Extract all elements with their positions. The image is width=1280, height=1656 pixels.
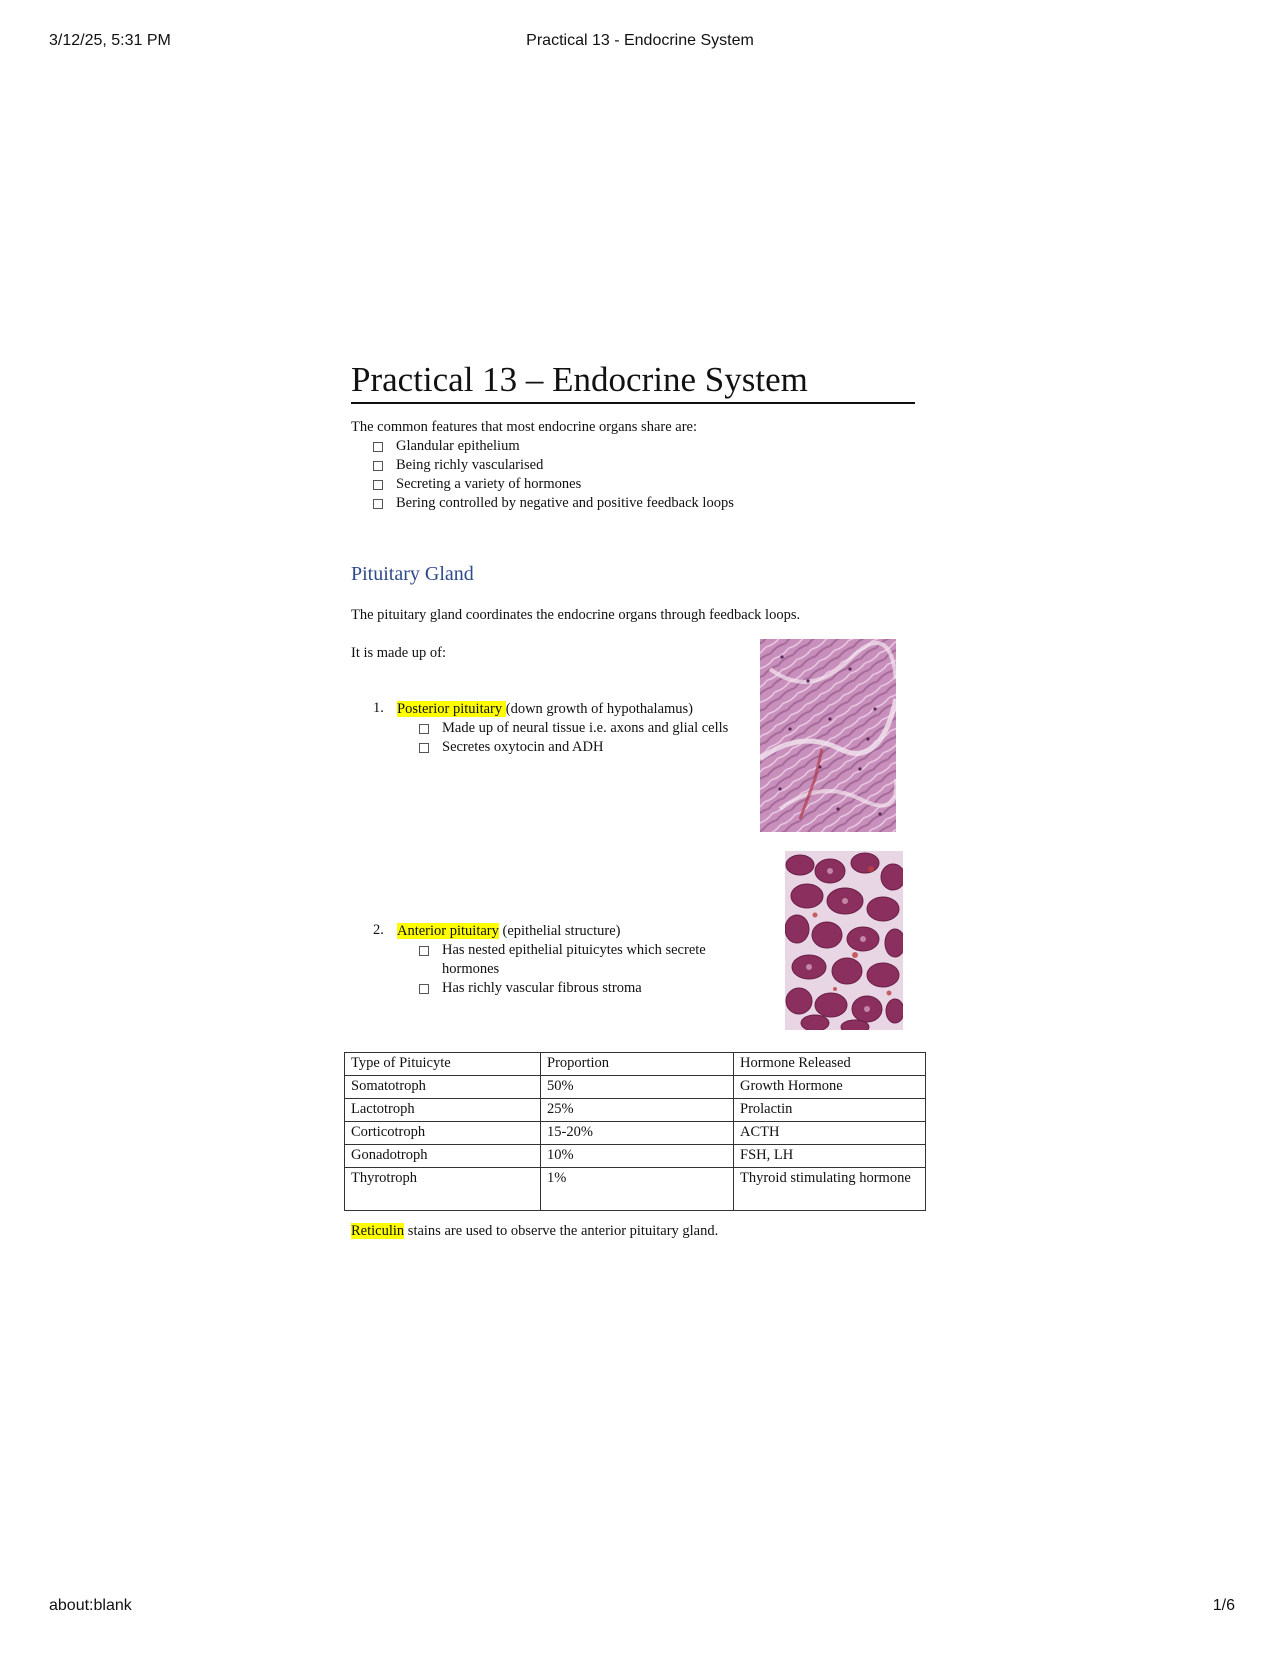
table-cell: Prolactin bbox=[734, 1099, 926, 1122]
checkbox-bullet-icon bbox=[373, 499, 383, 509]
posterior-pituitary-detail: (down growth of hypothalamus) bbox=[505, 701, 694, 717]
table-cell: ACTH bbox=[734, 1122, 926, 1145]
checkbox-bullet-icon bbox=[373, 480, 383, 490]
list-item: Secretes oxytocin and ADH bbox=[412, 738, 772, 757]
table-row bbox=[345, 1076, 926, 1099]
table-header-cell: Proportion bbox=[541, 1053, 734, 1076]
intro-text: The common features that most endocrine organs share are: bbox=[351, 419, 697, 435]
table-row bbox=[345, 1099, 926, 1122]
table-cell: Growth Hormone bbox=[734, 1076, 926, 1099]
print-datetime: 3/12/25, 5:31 PM bbox=[49, 32, 171, 49]
list-item: Has richly vascular fibrous stroma bbox=[412, 979, 732, 998]
anterior-pituitary-item bbox=[397, 922, 620, 941]
reticulin-highlight: Reticulin bbox=[351, 1223, 405, 1239]
list-item: Bering controlled by negative and positive feedback loops bbox=[366, 494, 866, 513]
table-header-row bbox=[345, 1053, 926, 1076]
table-cell: Lactotroph bbox=[345, 1099, 541, 1122]
document-title: Practical 13 – Endocrine System bbox=[351, 358, 915, 404]
posterior-pituitary-label: Posterior pituitary bbox=[397, 701, 506, 717]
checkbox-bullet-icon bbox=[419, 743, 429, 753]
anterior-pituitary-detail: (epithelial structure) bbox=[498, 923, 621, 939]
table-cell: Thyroid stimulating hormone bbox=[734, 1168, 926, 1211]
table-cell: 25% bbox=[541, 1099, 734, 1122]
list-item: Secreting a variety of hormones bbox=[366, 475, 866, 494]
posterior-pituitary-item bbox=[397, 700, 693, 719]
print-title: Practical 13 - Endocrine System bbox=[526, 32, 754, 49]
made-up-of-text: It is made up of: bbox=[351, 645, 447, 661]
table-cell: Gonadotroph bbox=[345, 1145, 541, 1168]
list-item: Being richly vascularised bbox=[366, 456, 866, 475]
table-cell: Thyrotroph bbox=[345, 1168, 541, 1211]
anterior-pituitary-micrograph bbox=[785, 851, 903, 1030]
table-cell: 10% bbox=[541, 1145, 734, 1168]
list-item: Glandular epithelium bbox=[366, 437, 866, 456]
reticulin-note bbox=[351, 1222, 718, 1241]
print-url: about:blank bbox=[49, 1597, 132, 1614]
checkbox-bullet-icon bbox=[419, 984, 429, 994]
table-header-cell: Type of Pituicyte bbox=[345, 1053, 541, 1076]
section-heading-pituitary: Pituitary Gland bbox=[351, 563, 474, 585]
anterior-pituitary-label: Anterior pituitary bbox=[397, 923, 499, 939]
list-number: 1. bbox=[373, 700, 384, 716]
checkbox-bullet-icon bbox=[373, 442, 383, 452]
pituitary-description: The pituitary gland coordinates the endocrine organs through feedback loops. bbox=[351, 607, 801, 623]
table-cell: 15-20% bbox=[541, 1122, 734, 1145]
checkbox-bullet-icon bbox=[419, 724, 429, 734]
print-page-number: 1/6 bbox=[1212, 1597, 1235, 1614]
features-list bbox=[366, 437, 866, 513]
anterior-points bbox=[412, 941, 732, 998]
list-item: Has nested epithelial pituicytes which secrete hormones bbox=[412, 941, 732, 979]
table-cell: Somatotroph bbox=[345, 1076, 541, 1099]
table-row bbox=[345, 1168, 926, 1211]
list-item: Made up of neural tissue i.e. axons and glial cells bbox=[412, 719, 772, 738]
pituicyte-table bbox=[344, 1052, 926, 1211]
checkbox-bullet-icon bbox=[419, 946, 429, 956]
table-row bbox=[345, 1145, 926, 1168]
table-cell: FSH, LH bbox=[734, 1145, 926, 1168]
table-cell: 1% bbox=[541, 1168, 734, 1211]
posterior-pituitary-micrograph bbox=[760, 639, 896, 832]
table-cell: 50% bbox=[541, 1076, 734, 1099]
table-header-cell: Hormone Released bbox=[734, 1053, 926, 1076]
list-number: 2. bbox=[373, 922, 384, 938]
reticulin-text: stains are used to observe the anterior pituitary gland. bbox=[404, 1223, 719, 1239]
table-row bbox=[345, 1122, 926, 1145]
posterior-points bbox=[412, 719, 772, 757]
checkbox-bullet-icon bbox=[373, 461, 383, 471]
table-cell: Corticotroph bbox=[345, 1122, 541, 1145]
